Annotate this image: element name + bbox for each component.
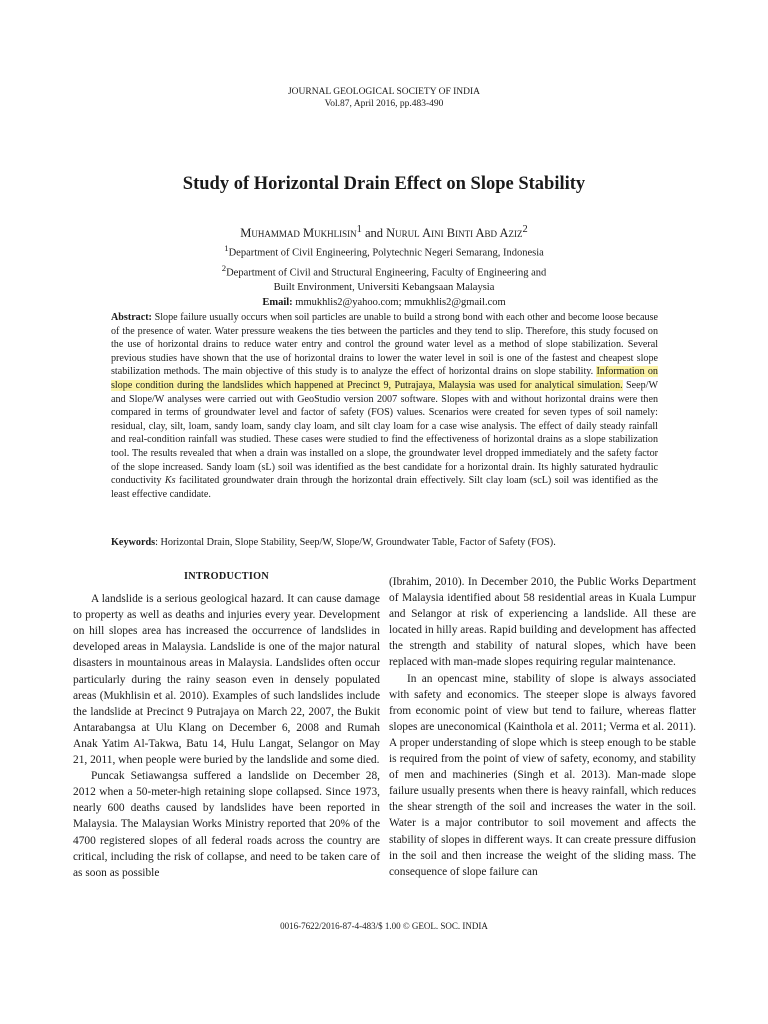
journal-volume: Vol.87, April 2016, pp.483-490	[324, 99, 444, 109]
affiliation-2	[0, 261, 768, 281]
author-2-superscript: 2	[522, 224, 528, 235]
paragraph: Puncak Setiawangsa suffered a landslide on December 28, 2012 when a 50-meter-high retaining slope collapsed. Since 1973, nearly 600 deaths caused by landslides have been reported in Malaysia. The Malaysian Works Ministry reported that 20% of the 4700 registered slopes of all federal roads across the country are critical, including the risk of collapse, and need to be taken care of as soon as possible	[73, 770, 380, 879]
paper-title: Study of Horizontal Drain Effect on Slope Stability	[182, 174, 586, 194]
email-label: Email:	[262, 296, 293, 308]
email-addresses: mmukhlis2@yahoo.com; mmukhlis2@gmail.com	[292, 296, 506, 308]
author-conjunction: and	[361, 226, 387, 241]
email-line	[0, 296, 768, 311]
abstract-text-3: facilitated groundwater drain through the horizontal drain effectively. Silt clay loam (scL) soil was identified as the least effective candidate.	[111, 475, 659, 500]
author-2: Nurul Aini Binti Abd Aziz	[386, 226, 523, 241]
journal-header	[0, 86, 768, 110]
abstract-ks-symbol: Ks	[164, 475, 176, 487]
page-footer: 0016-7622/2016-87-4-483/$ 1.00 © GEOL. SOC. INDIA	[280, 921, 488, 931]
affiliation-2-superscript: 2	[221, 263, 227, 273]
paragraph: (Ibrahim, 2010). In December 2010, the Public Works Department of Malaysia identified about 58 residential areas in Kuala Lumpur and Selangor at risk of experiencing a landslide. All these are located in hilly areas. Rapid building and development has affected the strength and stability of natural slopes, which have been replaced with man-made slopes requiring regular maintenance.	[389, 576, 696, 669]
right-column	[389, 574, 696, 880]
paragraph: A landslide is a serious geological hazard. It can cause damage to property as well as deaths and injuries every year. Development on hill slopes area has increased the occurrence of landslides in developed areas in Malaysia. Landslide is one of the major natural disasters in mountainous areas in Malaysia. Landslides often occur particularly during the rainy season even in densely populated areas (Mukhlisin et al. 2010). Examples of such landslides include the landslide at Precinct 9 Putrajaya on March 22, 2007, the Bukit Antarabangsa at Ulu Klang on December 6, 2008 and Rumah Anak Yatim Al-Takwa, Batu 14, Hulu Langat, Selangor on May 21, 2011, when people were buried by the landslide and some died.	[73, 593, 380, 767]
keywords	[111, 537, 671, 548]
section-heading-introduction: INTRODUCTION	[183, 571, 270, 582]
paragraph: In an opencast mine, stability of slope is always associated with safety and economics. The steeper slope is always favored from economic point of view but tend to failure, whereas flatter slopes are uneconomical (Kainthola et al. 2011; Verma et al. 2011). A proper understanding of slope which is steep enough to be stable is required from the point of view of safety, economy, and stability of men and machineries (Singh et al. 2013). Man-made slope failure usually presents when there is heavy rainfall, which reduces the shear strength of the soil and increases the water in the soil. Water is a major contributor to soil movement and affects the stability of slopes in different ways. It can create pressure diffusion in the soil and then increase the weight of the sliding mass. The consequence of slope failure can	[389, 672, 696, 878]
affiliation-1-superscript: 1	[224, 243, 229, 253]
abstract	[111, 311, 658, 501]
abstract-label: Abstract:	[111, 312, 152, 323]
abstract-highlight: Information on slope condition during the landslides which happened at Precinct 9, Putrajaya, Malaysia was used for analytical simulation.	[111, 366, 658, 391]
abstract-text-2: Seep/W and Slope/W analyses were carried out with GeoStudio version 2007 software. Slopes with and without horizontal drains were then compared in terms of groundwater level and factor of safety (FOS) values. Scenarios were created for seven types of soil namely: residual, clay, silt, loam, sandy loam, sandy clay loam, and silt clay loam for a case wise analysis. The effect of daily steady rainfall and real-condition rainfall was studied. These cases were studied to find the effectiveness of horizontal drains as a slope stabilization tool. The results revealed that when a drain was installed on a slope, the groundwater level dropped immediately and the safety factor of the slope increased. Sandy loam (sL) soil was identified as the best candidate for a horizontal drain. Its highly saturated hydraulic conductivity	[111, 379, 658, 487]
affiliation-1	[0, 241, 768, 261]
keywords-label: Keywords	[111, 537, 156, 548]
affiliation-1-text: Department of Civil Engineering, Polytechnic Negeri Semarang, Indonesia	[228, 247, 544, 259]
affiliation-2-continued: Built Environment, Universiti Kebangsaan Malaysia	[273, 282, 495, 293]
affiliations	[0, 241, 768, 310]
author-line	[0, 224, 768, 241]
author-1-superscript: 1	[356, 224, 362, 235]
keywords-text: : Horizontal Drain, Slope Stability, Seep/W, Slope/W, Groundwater Table, Factor of Safety (FOS).	[155, 537, 556, 548]
abstract-text-1: Slope failure usually occurs when soil particles are unable to build a strong bond with each other and become loose because of the presence of water. Water pressure weakens the ties between the particles and they tend to slip. Therefore, this study focused on the use of horizontal drains to reduce water entry and control the ground water level as a method of slope stabilization. Several previous studies have shown that the use of horizontal drains to lower the water level in soil is one of the fastest and cheapest slope stabilization methods. The main objective of this study is to analyze the effect of horizontal drains on slope stability.	[111, 312, 658, 378]
journal-name: JOURNAL GEOLOGICAL SOCIETY OF INDIA	[287, 87, 481, 97]
author-1: Muhammad Mukhlisin	[240, 226, 357, 241]
affiliation-2-text: Department of Civil and Structural Engineering, Faculty of Engineering and	[226, 267, 547, 279]
left-column	[73, 569, 380, 881]
